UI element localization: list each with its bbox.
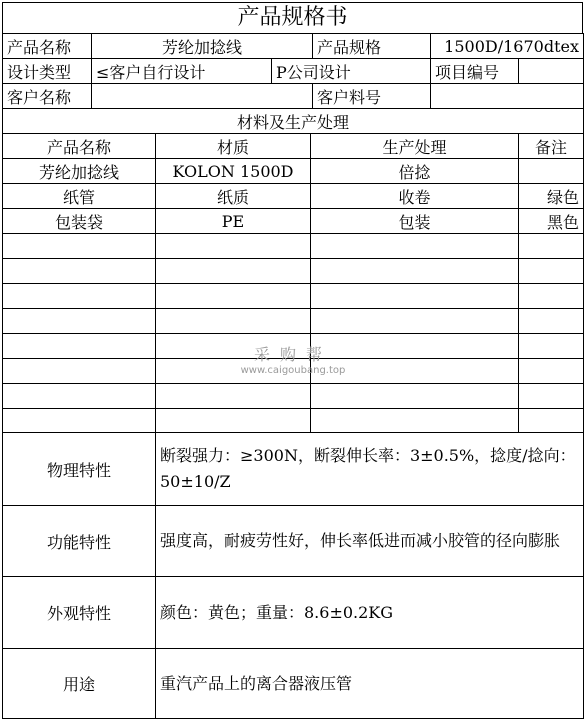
appearance-properties-label: 外观特性 [3,577,156,649]
table-row [3,309,584,334]
table-cell: 包装袋 [3,209,156,234]
table-row [3,259,584,284]
table-cell [519,159,584,184]
table-cell [156,409,311,433]
appearance-properties-value: 颜色：黄色；重量：8.6±0.2KG [156,577,584,649]
product-spec-label: 产品规格 [313,34,431,59]
project-no-value [519,59,584,84]
watermark-chinese: 采购帮 [253,345,332,364]
document-title: 产品规格书 [2,2,583,34]
table-cell [311,259,519,284]
table-cell [156,384,311,409]
table-cell: 芳纶加捻线 [3,159,156,184]
table-cell: 收卷 [311,184,519,209]
materials-section-title-row [3,109,584,134]
table-cell [3,284,156,309]
table-cell: 绿色 [519,184,584,209]
table-row [3,409,584,433]
table-cell [519,309,584,334]
usage-value: 重汽产品上的离合器液压管 [156,649,584,719]
materials-header-row [3,134,584,159]
table-cell [311,409,519,433]
table-cell [311,334,519,359]
table-row [3,209,584,234]
customer-name-value [92,84,313,109]
customer-part-label: 客户料号 [313,84,431,109]
table-cell [3,334,156,359]
table-cell [311,359,519,384]
table-cell: KOLON 1500D [156,159,311,184]
table-cell [311,309,519,334]
table-cell [519,359,584,384]
table-cell: PE [156,209,311,234]
table-cell [3,409,156,433]
table-cell: 黑色 [519,209,584,234]
table-cell: 包装 [311,209,519,234]
table-cell [519,284,584,309]
column-header: 备注 [519,134,584,159]
table-cell: 倍捻 [311,159,519,184]
column-header: 生产处理 [311,134,519,159]
header-info-table [2,33,584,59]
table-cell [156,359,311,384]
functional-properties-label: 功能特性 [3,506,156,577]
table-cell [519,384,584,409]
customer-table [2,83,584,109]
table-cell [156,309,311,334]
customer-part-value [431,84,584,109]
table-cell [519,334,584,359]
product-name-value: 芳纶加捻线 [92,34,313,59]
table-cell [519,234,584,259]
column-header: 产品名称 [3,134,156,159]
product-spec-value: 1500D/1670dtex [431,34,584,59]
physical-properties-row [3,433,584,506]
table-cell [156,259,311,284]
usage-label: 用途 [3,649,156,719]
appearance-properties-row [3,577,584,649]
design-type-table [2,58,584,84]
table-cell [156,284,311,309]
product-name-label: 产品名称 [3,34,92,59]
materials-table [2,108,584,433]
table-cell [311,284,519,309]
header-row-customer [3,84,584,109]
properties-table [2,432,584,719]
table-row [3,359,584,384]
customer-name-label: 客户名称 [3,84,92,109]
header-row-design [3,59,584,84]
table-cell [156,234,311,259]
table-cell: 纸质 [156,184,311,209]
usage-row [3,649,584,719]
design-type-label: 设计类型 [3,59,92,84]
physical-properties-value: 断裂强力：≥300N，断裂伸长率：3±0.5%，捻度/捻向：50±10/Z [156,433,584,506]
table-cell [3,259,156,284]
table-row [3,334,584,359]
table-cell [311,384,519,409]
table-row [3,384,584,409]
materials-section-title: 材料及生产处理 [3,109,584,134]
table-row [3,184,584,209]
table-cell [519,259,584,284]
project-no-label: 项目编号 [431,59,519,84]
table-cell [3,309,156,334]
column-header: 材质 [156,134,311,159]
table-row [3,284,584,309]
design-type-option-customer: ≤客户自行设计 [92,59,272,84]
table-cell: 纸管 [3,184,156,209]
table-cell [156,334,311,359]
table-cell [519,409,584,433]
functional-properties-value: 强度高，耐疲劳性好，伸长率低进而减小胶管的径向膨胀 [156,506,584,577]
table-row [3,234,584,259]
table-row [3,159,584,184]
table-cell [3,384,156,409]
design-type-option-company: P公司设计 [272,59,431,84]
table-cell [311,234,519,259]
watermark-url: www.caigoubang.top [240,365,346,376]
table-cell [3,359,156,384]
physical-properties-label: 物理特性 [3,433,156,506]
functional-properties-row [3,506,584,577]
header-row-product [3,34,584,59]
table-cell [3,234,156,259]
